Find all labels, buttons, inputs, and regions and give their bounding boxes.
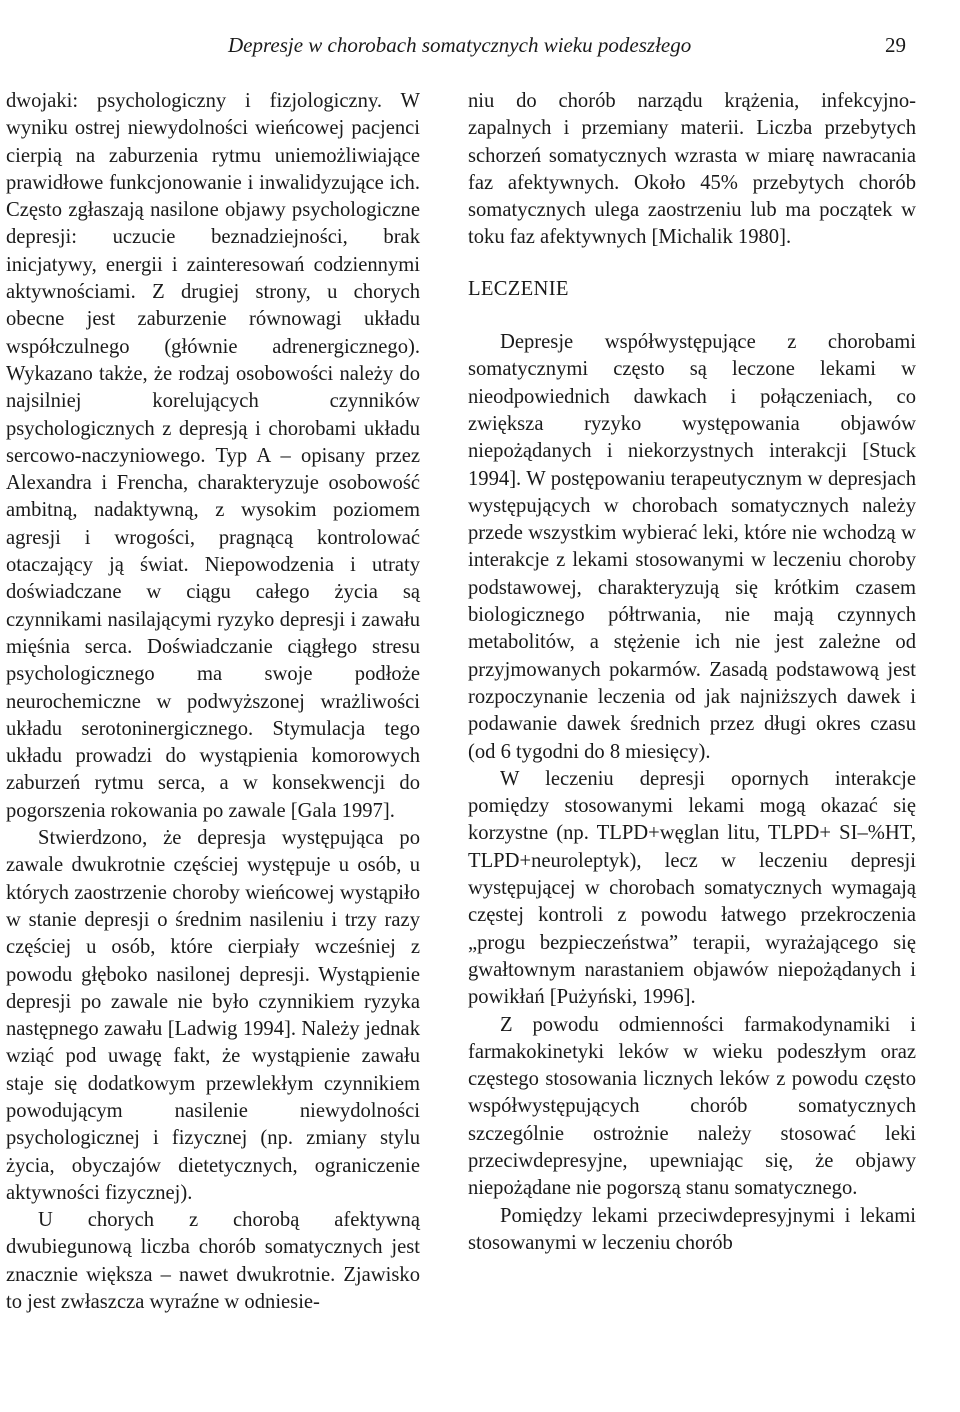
- left-column: [6, 88, 420, 1316]
- paragraph: niu do chorób narządu krążenia, infekcyjno-zapalnych i przemiany materii. Liczba przebytych schorzeń somatycznych wzrasta w miarę nawracania faz afektywnych. Około 45% przebytych chorób somatycznych ulega zaostrzeniu lub ma początek w toku faz afektywnych [Michalik 1980].: [468, 90, 916, 249]
- paragraph: Z powodu odmienności farmakodynamiki i farmakokinetyki leków w wieku podeszłym oraz częstego stosowania licznych leków z powodu często współwystępujących chorób somatycznych szczególnie ostrożnie należy stosować leki przeciwdepresyjne, upewniając się, że objawy niepożądane nie pogorszą stanu somatycznego.: [468, 1013, 916, 1200]
- paragraph: Stwierdzono, że depresja występująca po zawale dwukrotnie częściej występuje u osób, u których zaostrzenie choroby wieńcowej wystąpiło w stanie depresji o średnim nasileniu i trzy razy częściej u osób, które cierpiały wcześniej z powodu głęboko nasilonej depresji. Wystąpienie depresji po zawale nie było czynnikiem ryzyka następnego zawału [Ladwig 1994]. Należy jednak wziąć pod uwagę fakt, że wystąpienie zawału staje się dodatkowym przewlekłym czynnikiem powodującym nasilenie niewydolności psychologicznej i fizycznej (np. zmiany stylu życia, obyczajów dietetycznych, ograniczenie aktywności fizycznej).: [6, 827, 420, 1204]
- paragraph: Pomiędzy lekami przeciwdepresyjnymi i lekami stosowanymi w leczeniu chorób: [468, 1204, 916, 1254]
- paragraph: W leczeniu depresji opornych interakcje pomiędzy stosowanymi lekami mogą okazać się korzystne (np. TLPD+węglan litu, TLPD+ SI–%HT, TLPD+neuroleptyk), lecz w leczeniu depresji występującej w chorobach somatycznych wymagają częstej kontroli z powodu łatwego przekroczenia „progu bezpieczeństwa” terapii, wyrażającego się gwałtownym narastaniem objawów niepożądanych i powikłań [Pużyński, 1996].: [468, 767, 916, 1009]
- section-heading: LECZENIE: [468, 277, 569, 300]
- right-column: [468, 88, 916, 1257]
- page-number: 29: [885, 33, 906, 57]
- running-title: Depresje w chorobach somatycznych wieku podeszłego: [228, 33, 692, 57]
- paragraph: Depresje współwystępujące z chorobami somatycznymi często są leczone lekami w nieodpowiednich dawkach i połączeniach, co zwiększa ryzyko występowania objawów niepożądanych i niekorzystnych interakcji [Stuck 1994]. W postępowaniu terapeutycznym w depresjach występujących w chorobach somatycznych należy przede wszystkim wybierać leki, które nie wchodzą w interakcje z lekami stosowanymi w leczeniu choroby podstawowej, charakteryzują się krótkim czasem biologicznego półtrwania, nie mają czynnych metabolitów, a stężenie ich nie jest zależne od przyjmowanych pokarmów. Zasadą podstawową jest rozpoczynanie leczenia od jak najniższych dawek i podawanie dawek średnich przez długi okres czasu (od 6 tygodni do 8 miesięcy).: [468, 331, 916, 763]
- paragraph: U chorych z chorobą afektywną dwubiegunową liczba chorób somatycznych jest znacznie większa – nawet dwukrotnie. Zjawisko to jest zwłaszcza wyraźne w odniesie-: [6, 1209, 420, 1314]
- paragraph: dwojaki: psychologiczny i fizjologiczny. W wyniku ostrej niewydolności wieńcowej pacjenci cierpią na zaburzenia rytmu uniemożliwiające prawidłowe funkcjonowanie i inwalidyzujące ich. Często zgłaszają nasilone objawy psychologiczne depresji: uczucie beznadziejności, brak inicjatywy, energii i zainteresowań codziennymi aktywnościami. Z drugiej strony, u chorych obecne jest zaburzenie równowagi układu współczulnego (głównie adrenergicznego). Wykazano także, że rodzaj osobowości należy do najsilniej korelujących czynników psychologicznych z depresją i chorobami układu sercowo-naczyniowego. Typ A – opisany przez Alexandra i Frencha, charakteryzuje osobowość ambitną, nadaktywną, z wysokim poziomem agresji i wrogości, pragnącą kontrolować otaczający ją świat. Niepowodzenia i utraty doświadczane w ciągu całego życia są czynnikami nasilającymi ryzyko depresji i zawału mięśnia serca. Doświadczanie ciągłego stresu psychologicznego ma swoje podłoże neurochemiczne w podwyższonej wrażliwości układu serotoninergicznego. Stymulacja tego układu prowadzi do wystąpienia komorowych zaburzeń rytmu serca, a w konsekwencji do pogorszenia rokowania po zawale [Gala 1997].: [6, 90, 420, 822]
- page-header: [0, 28, 960, 62]
